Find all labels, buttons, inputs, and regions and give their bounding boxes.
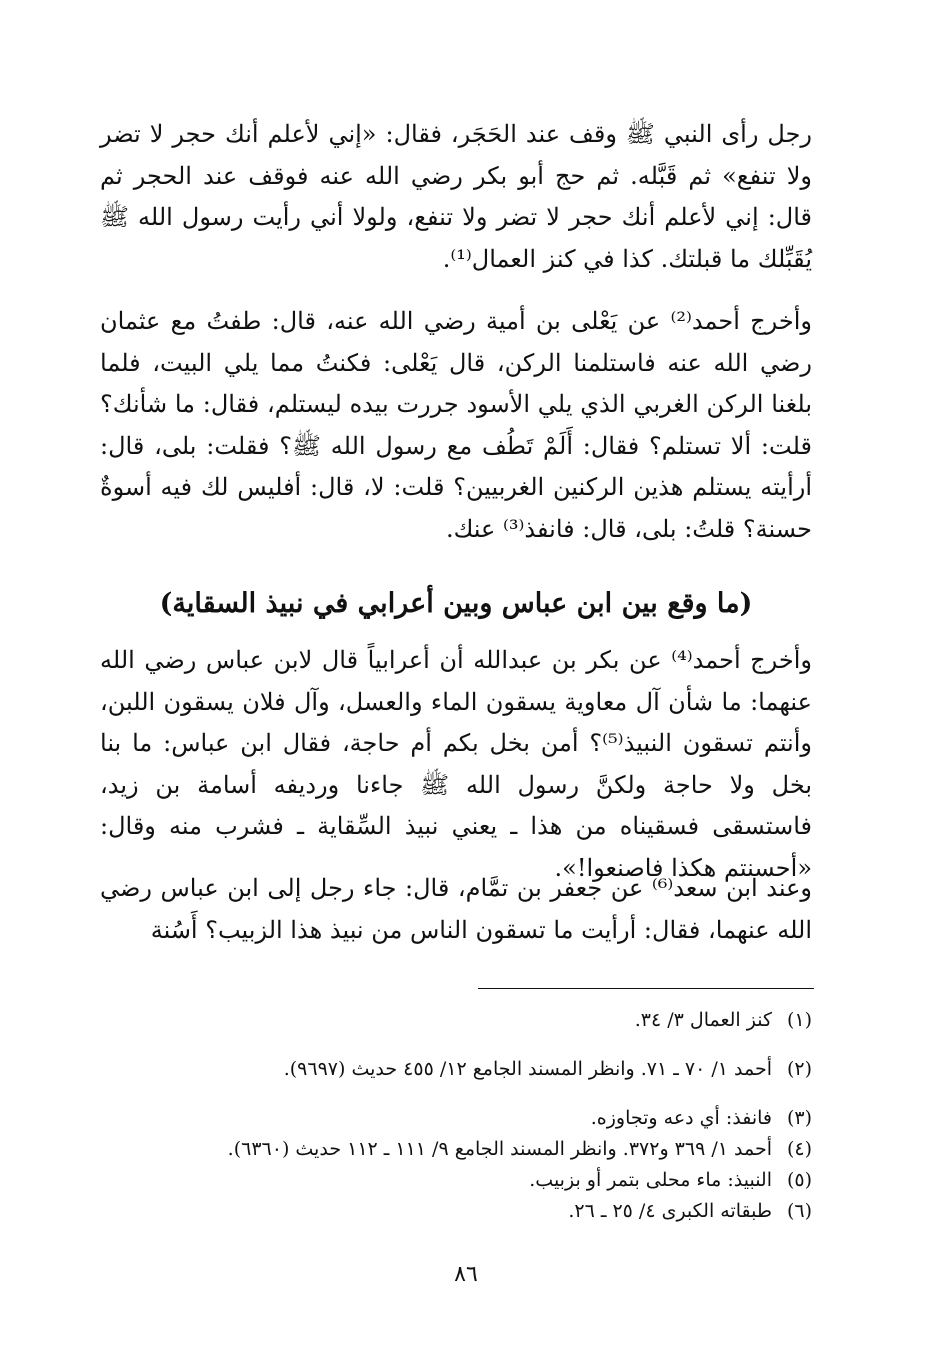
- footnote-item: [100, 1165, 812, 1196]
- footnote-text: أحمد ١/ ٧٠ ـ ٧١. وانظر المسند الجامع ١٢/ ٤٥٥ حديث (٩٦٩٧).: [283, 1058, 772, 1080]
- paragraph-4: وعند ابن سعد⁽⁶⁾ عن جعفر بن تمَّام، قال: جاء رجل إلى ابن عباس رضي الله عنهما، فقال: أرأيت ما تسقون الناس من نبيذ هذا الزبيب؟ أَسُنة: [100, 874, 812, 944]
- paragraph-2: وأخرج أحمد⁽²⁾ عن يَعْلى بن أمية رضي الله عنه، قال: طفتُ مع عثمان رضي الله عنه فاستلمنا الركن، قال يَعْلى: فكنتُ مما يلي البيت، فلما بلغنا الركن الغربي الذي يلي الأسود جررت بيده ليستلم، فقال: ما شأنك؟ قلت: ألا تستلم؟ فقال: أَلَمْ تَطُف مع رسول الله ﷺ؟ فقلت: بلى، قال: أرأيته يستلم هذين الركنين الغربيين؟ قلت: لا، قال: أفليس لك فيه أسوةٌ حسنة؟ قلتُ: بلى، قال: فانفذ⁽³⁾ عنك.: [100, 307, 813, 543]
- footnote-number: (٢): [786, 1058, 812, 1080]
- page-number: ٨٦: [454, 1262, 478, 1287]
- section-heading: (ما وقع بين ابن عباس وبين أعرابي في نبيذ السقاية): [159, 588, 753, 619]
- footnote-item: [100, 1005, 812, 1036]
- footnote-item: [100, 1103, 812, 1134]
- footnote-text: فانفذ: أي دعه وتجاوزه.: [590, 1107, 772, 1129]
- footnote-number: (٦): [786, 1200, 812, 1222]
- footnotes-list: [100, 1005, 812, 1227]
- footnote-text: أحمد ١/ ٣٦٩ و٣٧٢. وانظر المسند الجامع ٩/ ١١١ ـ ١١٢ حديث (٦٣٦٠).: [227, 1138, 772, 1160]
- footnote-number: (٥): [786, 1169, 812, 1191]
- footnote-text: كنز العمال ٣/ ٣٤.: [634, 1009, 772, 1031]
- footnote-text: طبقاته الكبرى ٤/ ٢٥ ـ ٢٦.: [568, 1200, 772, 1222]
- footnote-item: [100, 1196, 812, 1227]
- footnote-divider: [478, 988, 814, 989]
- footnote-text: النبيذ: ماء محلى بتمر أو بزبيب.: [529, 1169, 772, 1191]
- footnote-number: (٣): [786, 1107, 812, 1129]
- footnote-item: [100, 1054, 812, 1085]
- footnote-number: (٤): [786, 1138, 812, 1160]
- footnote-item: [100, 1134, 812, 1165]
- paragraph-1: رجل رأى النبي ﷺ وقف عند الحَجَر، فقال: «إني لأعلم أنك حجر لا تضر ولا تنفع» ثم قَبَّله. ثم حج أبو بكر رضي الله عنه فوقف عند الحجر ثم قال: إني لأعلم أنك حجر لا تضر ولا تنفع، ولولا أني رأيت رسول الله ﷺ يُقَبِّلك ما قبلتك. كذا في كنز العمال⁽¹⁾.: [100, 120, 812, 273]
- paragraph-3: وأخرج أحمد⁽⁴⁾ عن بكر بن عبدالله أن أعرابياً قال لابن عباس رضي الله عنهما: ما شأن آل معاوية يسقون الماء والعسل، وآل فلان يسقون اللبن، وأنتم تسقون النبيذ⁽⁵⁾؟ أمن بخل بكم أم حاجة، فقال ابن عباس: ما بنا بخل ولا حاجة ولكنَّ رسول الله ﷺ جاءنا ورديفه أسامة بن زيد، فاستسقى فسقيناه من هذا ـ يعني نبيذ السِّقاية ـ فشرب منه وقال: «أحسنتم هكذا فاصنعوا!».: [100, 646, 813, 882]
- footnote-number: (١): [786, 1009, 812, 1031]
